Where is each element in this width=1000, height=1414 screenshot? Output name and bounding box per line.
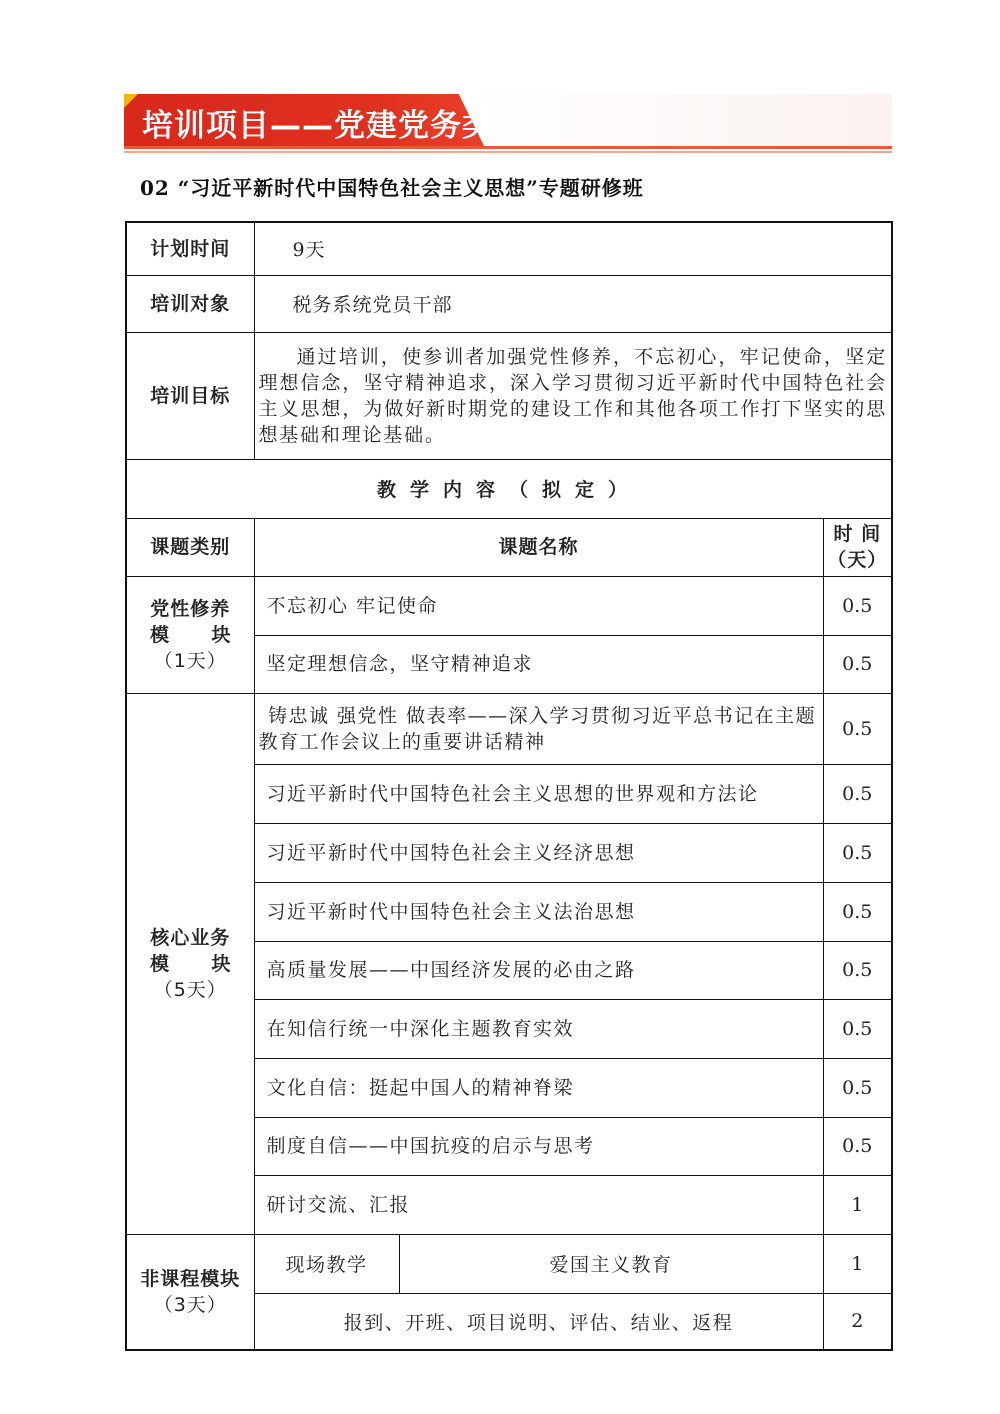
topic-name: 在知信行统一中深化主题教育实效 <box>254 999 823 1058</box>
topic-name: 习近平新时代中国特色社会主义思想的世界观和方法论 <box>254 764 823 823</box>
col-header-days <box>823 518 892 576</box>
plan-time-label: 计划时间 <box>126 222 254 275</box>
goal-label: 培训目标 <box>126 332 254 459</box>
topic-days: 1 <box>823 1175 892 1234</box>
table-row <box>126 222 892 275</box>
col-header-days-line1: 时 间 <box>833 523 882 545</box>
topic-days: 0.5 <box>823 999 892 1058</box>
table-row <box>126 332 892 459</box>
banner-background <box>469 94 892 146</box>
table-row <box>126 275 892 332</box>
module-name: 非课程模块 <box>140 1267 241 1290</box>
topic-days: 0.5 <box>823 635 892 693</box>
topic-days: 0.5 <box>823 1058 892 1117</box>
goal-text: 通过培训，使参训者加强党性修养，不忘初心，牢记使命，坚定理想信念，坚守精神追求，深入学习贯彻习近平新时代中国特色社会主义思想，为做好新时期党的建设工作和其他各项工作打下坚实的思想基础和理论基础。 <box>258 345 888 446</box>
col-header-category: 课题类别 <box>126 518 254 576</box>
banner-underline <box>124 146 892 149</box>
module-days: （3天） <box>153 1293 227 1316</box>
banner-title: 培训项目——党建党务类 <box>142 108 494 144</box>
topic-name: 习近平新时代中国特色社会主义法治思想 <box>254 882 823 941</box>
topic-name: 坚定理想信念，坚守精神追求 <box>254 635 823 693</box>
course-table <box>125 221 893 1351</box>
topic-name: 报到、开班、项目说明、评估、结业、返程 <box>254 1293 823 1350</box>
topic-days: 0.5 <box>823 764 892 823</box>
section-banner <box>124 94 892 154</box>
topic-name: 研讨交流、汇报 <box>254 1175 823 1234</box>
topic-days: 0.5 <box>823 882 892 941</box>
table-header-row <box>126 518 892 576</box>
col-header-days-line2: （天） <box>827 549 888 571</box>
topic-days: 0.5 <box>823 941 892 999</box>
module-non-course <box>126 1234 254 1350</box>
topic-days: 0.5 <box>823 1117 892 1175</box>
module-subname: 模 块 <box>149 952 249 975</box>
topic-days: 1 <box>823 1234 892 1293</box>
table-row <box>126 576 892 635</box>
table-row <box>126 693 892 764</box>
topic-name: 高质量发展——中国经济发展的必由之路 <box>254 941 823 999</box>
banner-corner-accent <box>124 94 138 108</box>
goal-value <box>254 332 892 459</box>
module-name: 党性修养 <box>150 597 231 620</box>
section-heading: 教学内容（拟定） <box>126 459 892 518</box>
col-header-name: 课题名称 <box>254 518 823 576</box>
topic-name: 爱国主义教育 <box>399 1234 823 1293</box>
topic-name <box>254 693 823 764</box>
module-party-spirit <box>126 576 254 693</box>
target-value: 税务系统党员干部 <box>254 275 892 332</box>
topic-text: 铸忠诚 强党性 做表率——深入学习贯彻习近平总书记在主题教育工作会议上的重要讲话精神 <box>258 704 817 753</box>
target-label: 培训对象 <box>126 275 254 332</box>
table-row <box>126 1234 892 1293</box>
topic-name: 习近平新时代中国特色社会主义经济思想 <box>254 823 823 882</box>
plan-time-value: 9天 <box>254 222 892 275</box>
module-core-business <box>126 693 254 1234</box>
topic-days: 2 <box>823 1293 892 1350</box>
course-title: 02 “习近平新时代中国特色社会主义思想”专题研修班 <box>140 176 644 200</box>
table-row <box>126 459 892 518</box>
topic-type: 现场教学 <box>254 1234 399 1293</box>
module-days: （1天） <box>153 649 227 672</box>
topic-name: 文化自信：挺起中国人的精神脊梁 <box>254 1058 823 1117</box>
topic-name: 制度自信——中国抗疫的启示与思考 <box>254 1117 823 1175</box>
module-days: （5天） <box>153 978 227 1001</box>
topic-name: 不忘初心 牢记使命 <box>254 576 823 635</box>
module-subname: 模 块 <box>149 623 249 646</box>
topic-days: 0.5 <box>823 576 892 635</box>
module-name: 核心业务 <box>150 926 231 949</box>
topic-days: 0.5 <box>823 823 892 882</box>
topic-days: 0.5 <box>823 693 892 764</box>
banner-underline-light <box>124 151 892 153</box>
